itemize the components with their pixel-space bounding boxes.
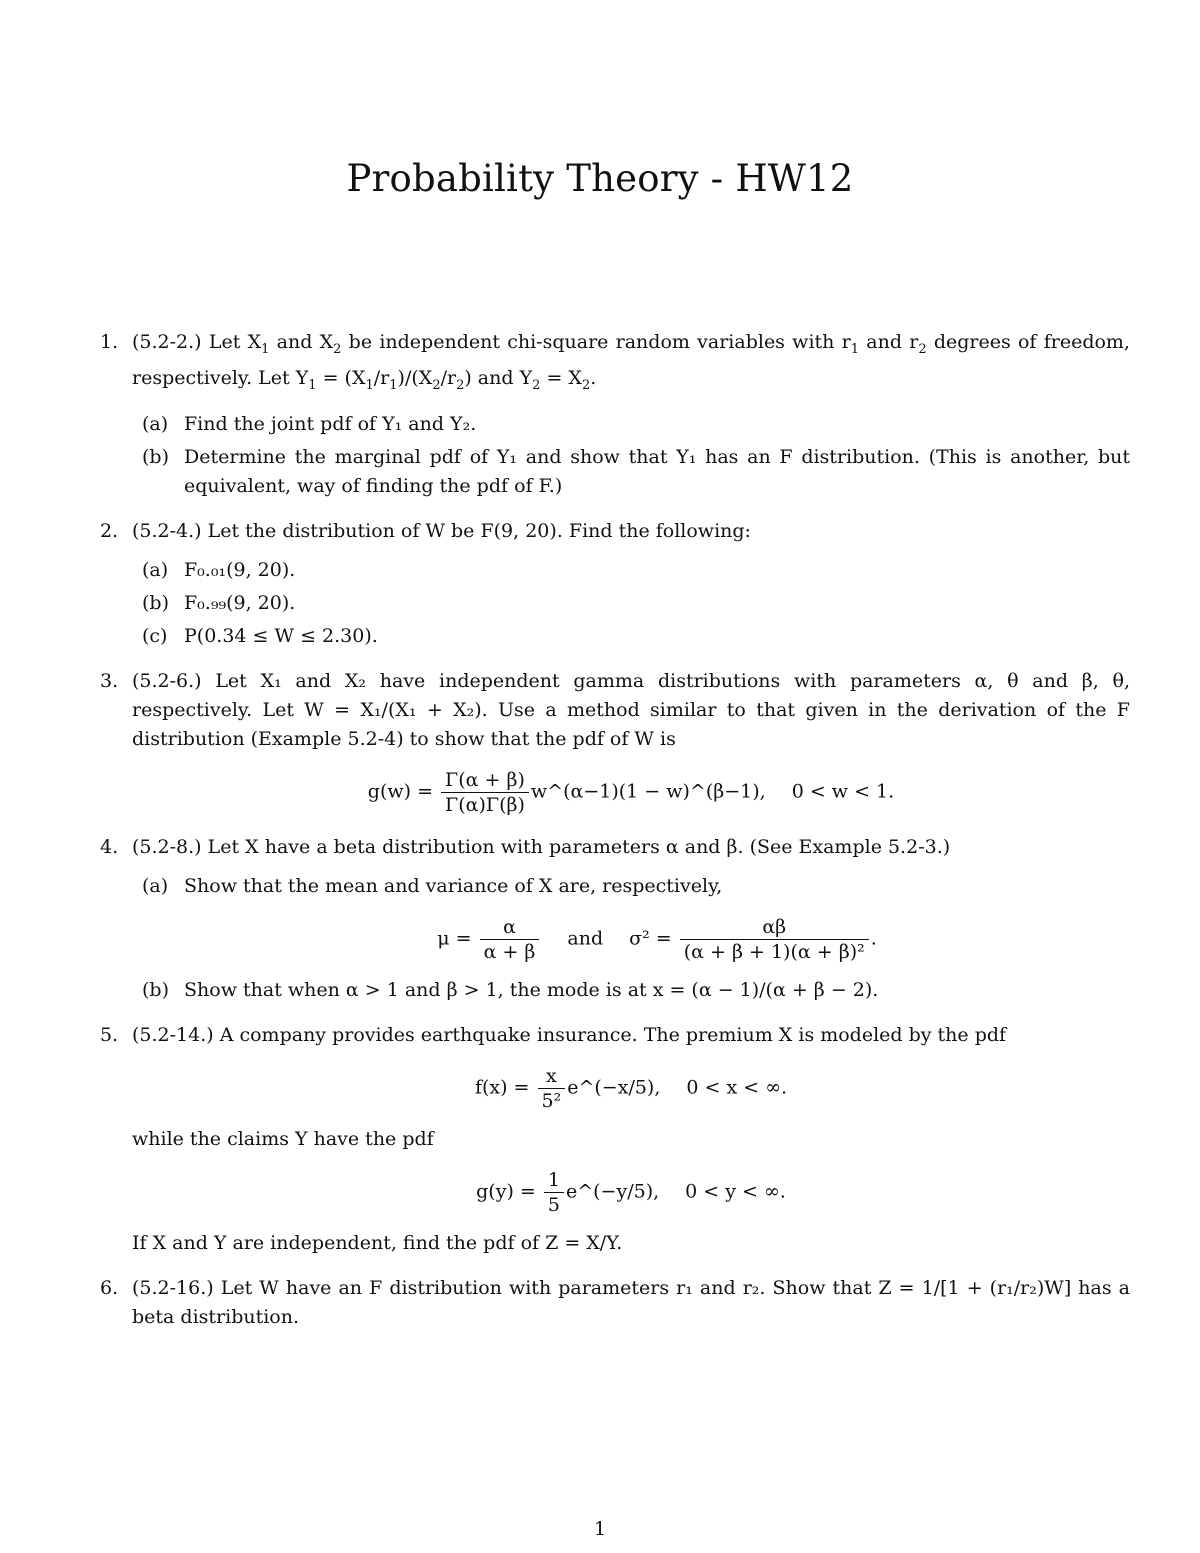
problem-4 [100, 833, 1130, 1005]
subpart-text: Show that the mean and variance of X are, respectively, [184, 874, 723, 897]
equation-gy: g(y) = $\frac{1}{5}$ e^(−y/5), 0 < y < ∞. [476, 1168, 786, 1216]
problem-text: (5.2-2.) Let $X_1$ and $X_2$ be independent chi-square random variables with $r_1$ and $r_2$ degrees of freedom, respectively. Let $Y_1 = (X_1/r_1)/(X_2/r_2)$ and $Y_2 = X_2$. [132, 331, 1130, 393]
problem-text: (5.2-4.) Let the distribution of W be F(9, 20). Find the following: [132, 519, 751, 542]
equation-rest: w^(α−1)(1 − w)^(β−1), [530, 780, 766, 803]
equation-lhs: g(w) = [367, 780, 440, 803]
subparts [132, 872, 1130, 1005]
problem-text: (5.2-8.) Let X have a beta distribution with parameters α and β. (See Example 5.2-3.) [132, 835, 951, 858]
subpart-text: Determine the marginal pdf of Y₁ and show that Y₁ has an F distribution. (This is another, but equivalent, way of finding the pdf of F.) [184, 445, 1130, 497]
subpart-text: P(0.34 ≤ W ≤ 2.30). [184, 624, 378, 647]
equation-condition: 0 < w < 1. [791, 780, 895, 803]
fraction: $\frac{x}{\text{5²}}$ [538, 1064, 566, 1113]
problem-6 [100, 1274, 1130, 1332]
problem-1 [100, 328, 1130, 501]
problem-number: 3. [100, 669, 119, 692]
problem-number: 5. [100, 1023, 119, 1046]
problem-text-end: If X and Y are independent, find the pdf of Z = X/Y. [132, 1231, 623, 1254]
equation-mean-variance: μ = $\frac{\alpha}{\alpha + \beta}$ and σ² = $\frac{\alpha\beta}{\text{(α + β + 1)(α + β)²}}$ . [437, 915, 877, 963]
subparts [132, 556, 1130, 651]
fraction: $\frac{\alpha\beta}{\text{(α + β + 1)(α + β)²}}$ [680, 915, 869, 964]
page-title: Probability Theory - HW12 [346, 157, 854, 200]
fraction: $\frac{\Gamma(\alpha + \beta)}{\Gamma(\alpha)\Gamma(\beta)}$ [441, 768, 529, 817]
subpart-b [132, 589, 1130, 618]
equation-fx: f(x) = $\frac{x}{\text{5²}}$ e^(−x/5), 0 < x < ∞. [474, 1064, 788, 1112]
problem-number: 4. [100, 835, 119, 858]
subpart-text: F₀.₉₉(9, 20). [184, 591, 296, 614]
subpart-a [132, 410, 1130, 439]
subpart-label: (b) [142, 978, 169, 1001]
problem-text-middle: while the claims Y have the pdf [132, 1127, 434, 1150]
problem-number: 1. [100, 331, 119, 353]
problem-number: 6. [100, 1276, 119, 1299]
subpart-text: F₀.₀₁(9, 20). [184, 558, 296, 581]
subpart-label: (b) [142, 445, 169, 468]
subpart-label: (a) [142, 874, 169, 897]
subparts [132, 410, 1130, 501]
problem-text: (5.2-6.) Let X₁ and X₂ have independent gamma distributions with parameters α, θ and β, θ, respectively. Let W = X₁/(X₁ + X₂). Use a method similar to that given in the derivation of the F distribution (Example 5.2-4) to show that the pdf of W is [132, 669, 1130, 750]
subpart-label: (b) [142, 591, 169, 614]
equation-gw [132, 768, 1130, 817]
subpart-c [132, 622, 1130, 651]
problem-list [100, 328, 1130, 1348]
problem-5 [100, 1021, 1130, 1258]
problem-2 [100, 517, 1130, 651]
subpart-text: Find the joint pdf of Y₁ and Y₂. [184, 412, 477, 435]
problem-number: 2. [100, 519, 119, 542]
subpart-text: Show that when α > 1 and β > 1, the mode is at x = (α − 1)/(α + β − 2). [184, 978, 879, 1001]
subpart-label: (c) [142, 624, 168, 647]
subpart-label: (a) [142, 412, 169, 435]
fraction: $\frac{1}{5}$ [544, 1168, 564, 1217]
subpart-b [132, 443, 1130, 501]
subpart-a [132, 872, 1130, 964]
problem-3 [100, 667, 1130, 817]
problem-text: (5.2-14.) A company provides earthquake insurance. The premium X is modeled by the pdf [132, 1023, 1007, 1046]
fraction: $\frac{\alpha}{\alpha + \beta}$ [480, 915, 540, 964]
subpart-b [132, 976, 1130, 1005]
subpart-label: (a) [142, 558, 169, 581]
page-number: 1 [593, 1518, 607, 1540]
problem-text: (5.2-16.) Let W have an F distribution with parameters r₁ and r₂. Show that Z = 1/[1 + (r₁/r₂)W] has a beta distribution. [132, 1276, 1130, 1328]
subpart-a [132, 556, 1130, 585]
